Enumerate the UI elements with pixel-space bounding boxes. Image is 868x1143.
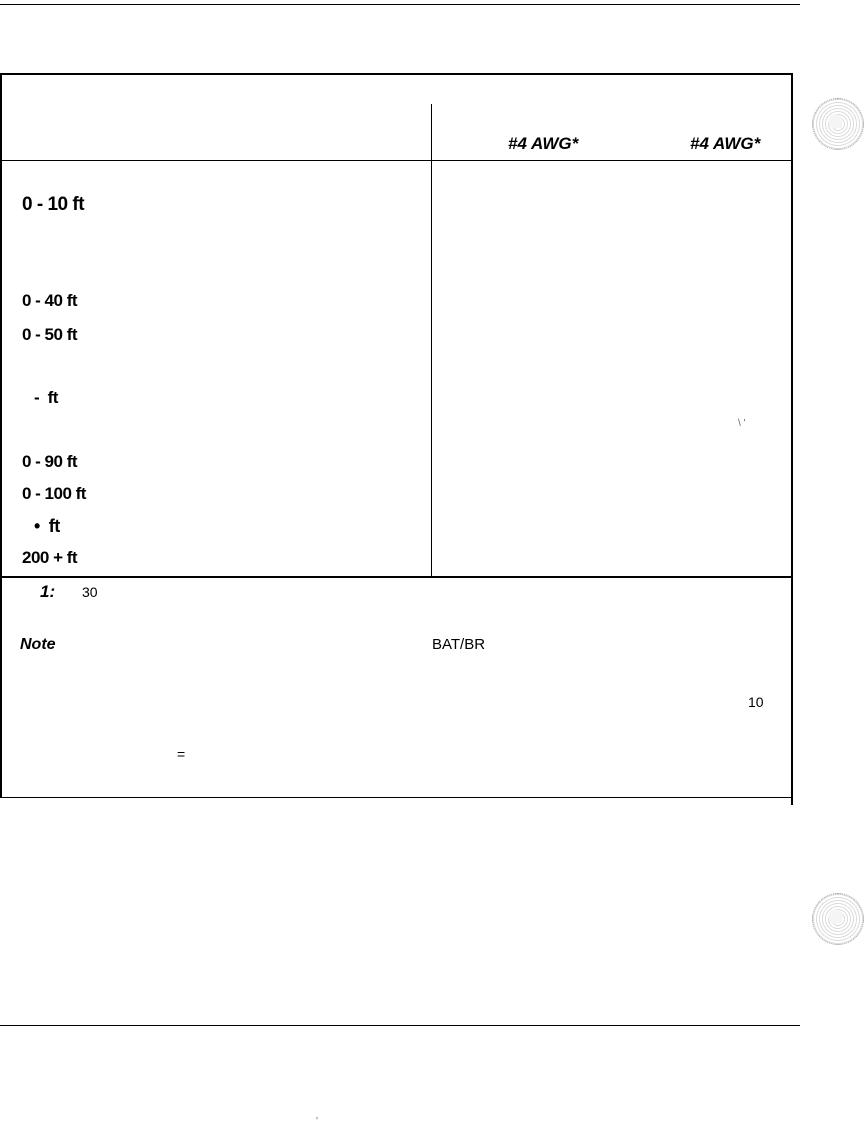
table-body-bottom-border [0,576,793,578]
stray-mark-1: \ ' [738,418,746,429]
note-1-label: 1: [40,582,56,601]
distance-row-5: 0 - 90 ft [22,452,78,471]
note-1-value: 30 [82,584,98,600]
binder-hole-top [812,98,864,150]
column-divider [431,104,432,577]
distance-row-4: - ft [34,388,58,407]
col-header-awg-2: #4 AWG* [690,134,761,153]
bottom-page-rule [0,1025,800,1026]
distance-row-2: 0 - 40 ft [22,291,78,310]
note-label: Note [20,636,56,653]
distance-row-1: 0 - 10 ft [22,194,85,215]
notes-bottom-border [0,797,793,798]
table-top-border [0,73,793,75]
bat-br-text: BAT/BR [432,636,486,653]
distance-row-3: 0 - 50 ft [22,325,78,344]
binder-hole-bottom [812,893,864,945]
top-page-rule [0,4,800,5]
distance-row-6: 0 - 100 ft [22,484,86,503]
header-underline [0,160,793,161]
number-ten: 10 [748,694,764,710]
distance-row-7: • ft [34,516,60,536]
distance-row-8: 200 + ft [22,548,78,567]
stray-mark-2: ' [316,1116,318,1127]
table-left-border [0,73,2,798]
equals-sign: = [177,746,186,762]
col-header-awg-1: #4 AWG* [508,134,579,153]
table-right-border [791,73,793,805]
